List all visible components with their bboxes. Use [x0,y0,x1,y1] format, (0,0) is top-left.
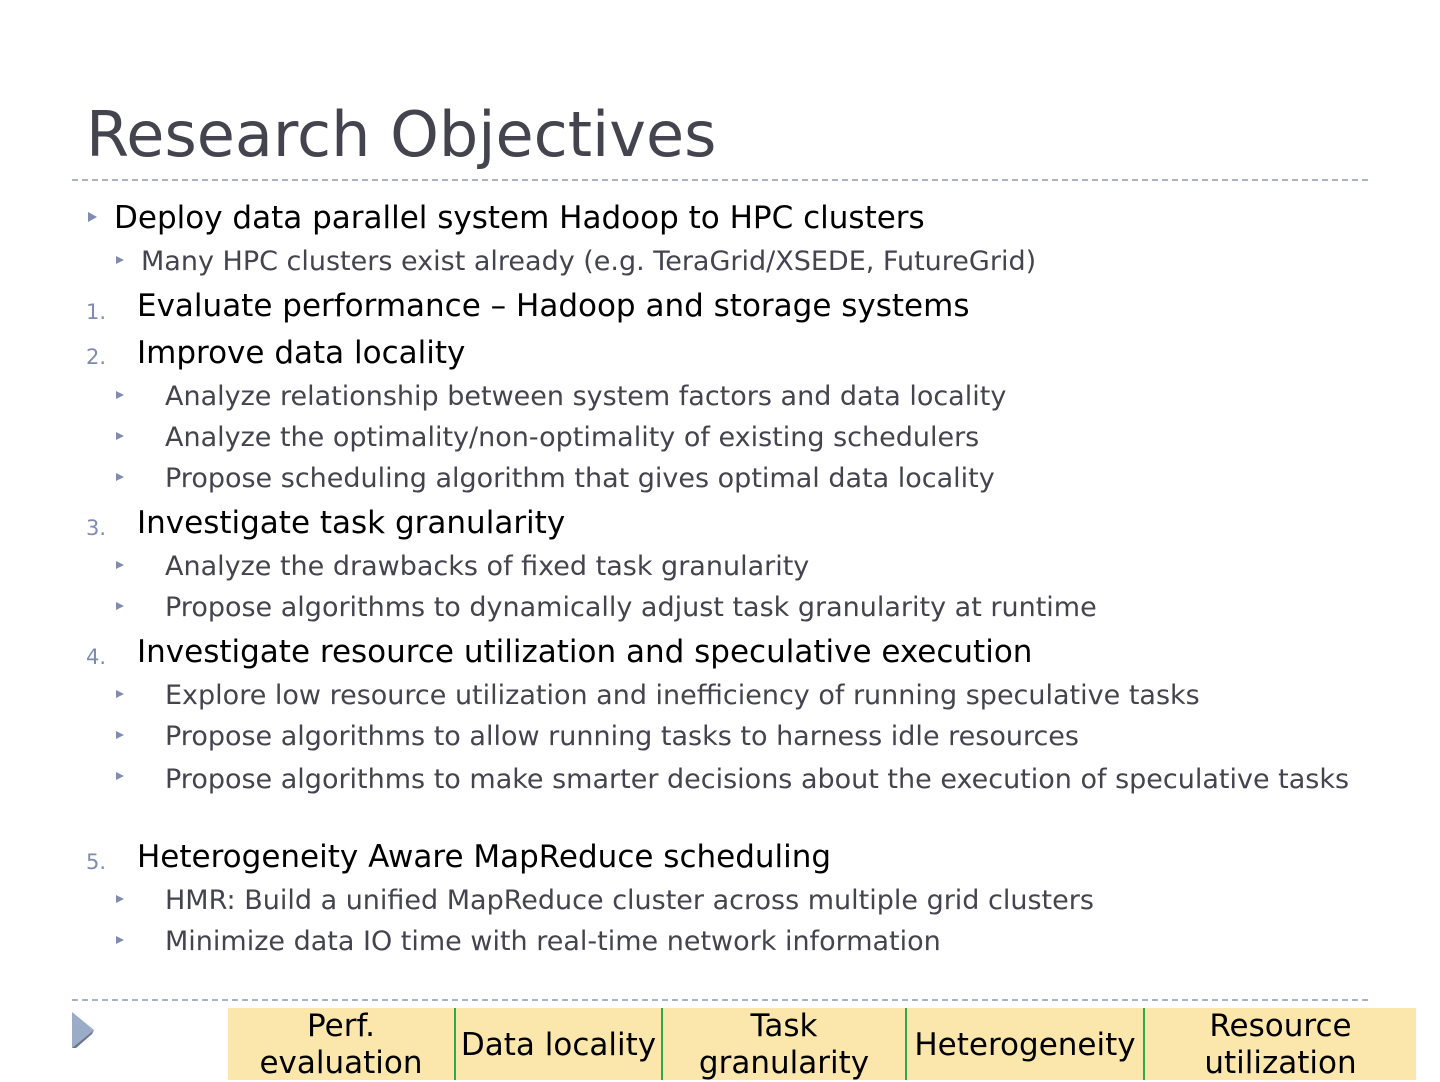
objective-number: 5. [86,850,107,874]
tab-resource-utilization[interactable] [1143,1008,1416,1080]
tab-label: utilization [1204,1045,1357,1081]
tab-label: Task [750,1008,818,1044]
objective-text: Investigate task granularity [137,505,566,541]
tab-label: Data locality [460,1026,657,1063]
objective-sub-item: Propose algorithms to allow running tasks to harness idle resources [165,721,1079,752]
objective-sub-item: Propose algorithms to dynamically adjust task granularity at runtime [165,592,1097,623]
bullet-arrow-icon [116,473,124,481]
objective-text: Heterogeneity Aware MapReduce scheduling [137,839,832,875]
bullet-arrow-icon [116,895,124,903]
objective-sub-item: Propose algorithms to make smarter decisions about the execution of speculative tasks [165,764,1350,795]
tab-data-locality[interactable] [454,1008,661,1080]
objective-sub-item: Analyze the optimality/non-optimality of existing schedulers [165,422,980,453]
objective-number: 2. [86,345,107,369]
tab-label: Perf. [307,1008,375,1044]
tab-label: granularity [698,1045,870,1081]
bullet-arrow-icon [88,212,97,222]
tab-heterogeneity[interactable] [905,1008,1143,1080]
tab-label: Resource [1209,1008,1352,1044]
objective-number: 4. [86,645,107,669]
bullet-arrow-icon [116,432,124,440]
bullet-arrow-icon [116,731,124,739]
objective-sub-item: HMR: Build a unified MapReduce cluster across multiple grid clusters [165,885,1094,916]
tab-label: Heterogeneity [914,1026,1136,1063]
objective-sub-item: Propose scheduling algorithm that gives optimal data locality [165,463,995,494]
objective-text: Evaluate performance – Hadoop and storage systems [137,288,970,324]
objective-text: Improve data locality [137,335,466,371]
tab-task-granularity[interactable] [661,1008,905,1080]
objective-text: Investigate resource utilization and speculative execution [137,634,1033,670]
bullet-arrow-icon [116,602,124,610]
objective-number: 3. [86,516,107,540]
objective-sub-item: Analyze relationship between system factors and data locality [165,381,1007,412]
tab-perf-evaluation[interactable] [228,1008,454,1080]
bullet-arrow-icon [116,561,124,569]
slide-title: Research Objectives [86,98,717,171]
objective-number: 1. [86,300,107,324]
objective-sub-item: Explore low resource utilization and inefficiency of running speculative tasks [165,680,1200,711]
intro-sub-item: Many HPC clusters exist already (e.g. TeraGrid/XSEDE, FutureGrid) [141,246,1037,277]
bullet-arrow-icon [116,391,124,399]
objective-sub-item: Minimize data IO time with real-time network information [165,926,941,957]
bullet-arrow-icon [116,936,124,944]
bullet-arrow-icon [116,256,124,264]
bullet-arrow-icon [116,690,124,698]
objective-sub-item: Analyze the drawbacks of fixed task granularity [165,551,810,582]
bullet-arrow-icon [116,772,124,780]
tab-label: evaluation [259,1045,423,1081]
title-divider [72,179,1368,181]
progress-tabs [228,1008,1416,1080]
intro-text: Deploy data parallel system Hadoop to HPC clusters [114,200,925,236]
next-slide-arrow-icon[interactable] [72,1012,94,1048]
footer-divider [72,999,1368,1001]
